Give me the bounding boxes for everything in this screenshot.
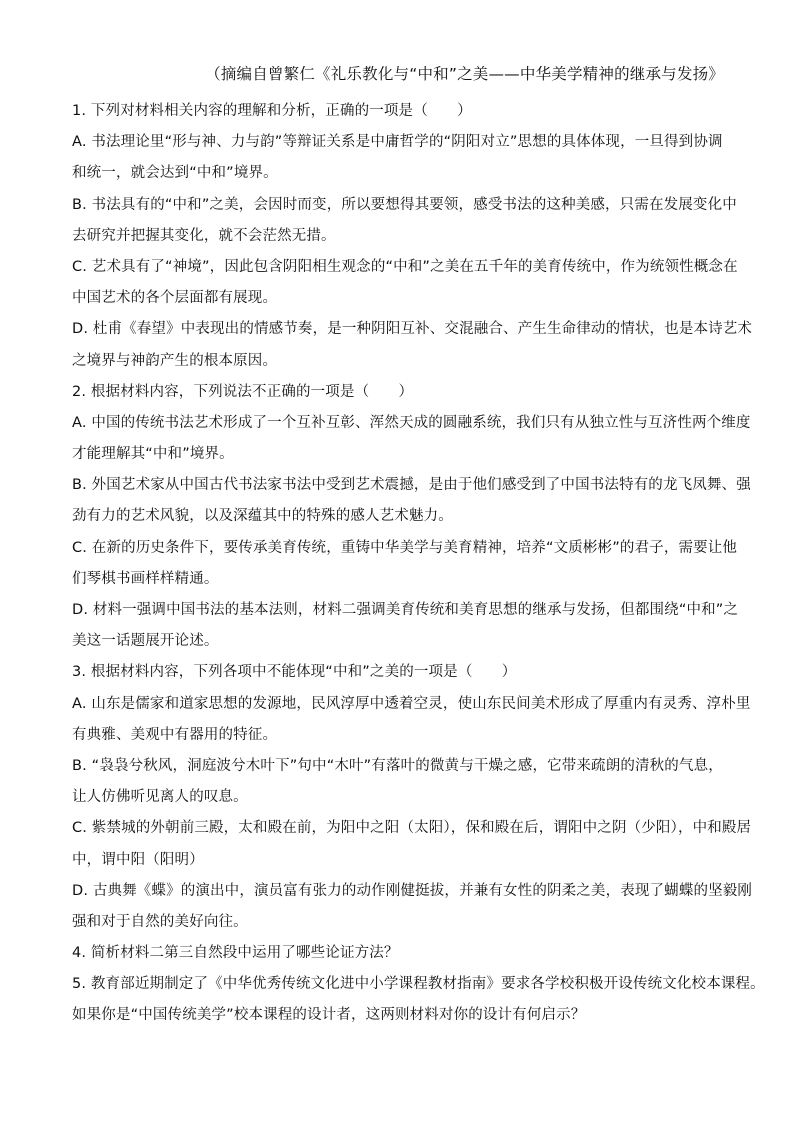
question-3-option-b-cont: 让人仿佛听见离人的叹息。: [72, 789, 248, 806]
question-5-stem: 5. 教育部近期制定了《中华优秀传统文化进中小学课程教材指南》要求各学校积极开设传统文化校本课程。: [72, 976, 765, 993]
question-4-stem: 4. 简析材料二第三自然段中运用了哪些论证方法？: [72, 945, 399, 962]
question-2-option-a-cont: 才能理解其“中和”境界。: [72, 446, 234, 463]
question-1-option-b: B. 书法具有的“中和”之美，会因时而变，所以要想得其要领，感受书法的这种美感，只需在发展变化中: [72, 196, 737, 213]
question-2-option-c-cont: 们琴棋书画样样精通。: [72, 570, 219, 587]
question-1-stem: 1. 下列对材料相关内容的理解和分析，正确的一项是（ ）: [72, 103, 472, 119]
question-2-stem: 2. 根据材料内容，下列说法不正确的一项是（ ）: [72, 383, 414, 400]
question-3-option-c-cont: 中，谓中阳（阳明）: [72, 851, 204, 868]
question-1-option-a: A. 书法理论里“形与神、力与韵”等辩证关系是中庸哲学的“阴阳对立”思想的具体体现，一旦得到协调: [72, 134, 723, 151]
question-3-option-c: C. 紫禁城的外朝前三殿，太和殿在前，为阳中之阳（太阳），保和殿在后，谓阳中之阴（少阳），中和殿居: [72, 820, 752, 837]
question-2-option-b-cont: 劲有力的艺术风貌，以及深蕴其中的特殊的感人艺术魅力。: [72, 508, 453, 525]
question-2-option-d-cont: 美这一话题展开论述。: [72, 633, 219, 650]
question-2-option-a: A. 中国的传统书法艺术形成了一个互补互彰、浑然天成的圆融系统，我们只有从独立性与互济性两个维度: [72, 414, 751, 431]
question-1-option-b-cont: 去研究并把握其变化，就不会茫然无措。: [72, 227, 336, 244]
question-1-option-a-cont: 和统一，就会达到“中和”境界。: [72, 165, 278, 182]
question-3-option-d-cont: 强和对于自然的美好向往。: [72, 913, 248, 930]
source-citation: （摘编自曾繁仁《礼乐教化与“中和”之美——中华美学精神的继承与发扬》: [205, 65, 724, 83]
question-1-option-c: C. 艺术具有了“神境”，因此包含阴阳相生观念的“中和”之美在五千年的美育传统中，作为统领性概念在: [72, 258, 738, 275]
question-2-option-b: B. 外国艺术家从中国古代书法家书法中受到艺术震撼，是由于他们感受到了中国书法特有的龙飞凤舞、强: [72, 477, 751, 494]
question-1-option-d: D. 杜甫《春望》中表现出的情感节奏，是一种阴阳互补、交混融合、产生生命律动的情状，也是本诗艺术: [72, 321, 753, 338]
question-2-option-d: D. 材料一强调中国书法的基本法则，材料二强调美育传统和美育思想的继承与发扬，但都围绕“中和”之: [72, 602, 739, 618]
question-3-stem: 3. 根据材料内容，下列各项中不能体现“中和”之美的一项是（ ）: [72, 664, 517, 681]
question-3-option-a: A. 山东是儒家和道家思想的发源地，民风淳厚中透着空灵，使山东民间美术形成了厚重内有灵秀、淳朴里: [72, 695, 751, 712]
question-5-stem-cont: 如果你是“中国传统美学”校本课程的设计者，这两则材料对你的设计有何启示？: [72, 1007, 586, 1024]
question-1-option-d-cont: 之境界与神韵产生的根本原因。: [72, 352, 278, 369]
question-3-option-a-cont: 有典雅、美观中有器用的特征。: [72, 726, 278, 743]
question-list: [72, 96, 765, 1032]
question-2-option-c: C. 在新的历史条件下，要传承美育传统，重铸中华美学与美育精神，培养“文质彬彬”的君子，需要让他: [72, 539, 738, 556]
question-3-option-d: D. 古典舞《蝶》的演出中，演员富有张力的动作刚健挺拔，并兼有女性的阴柔之美，表现了蝴蝶的坚毅刚: [72, 882, 753, 899]
question-1-option-c-cont: 中国艺术的各个层面都有展现。: [72, 290, 278, 307]
question-3-option-b: B. “袅袅兮秋风，洞庭波兮木叶下”句中“木叶”有落叶的微黄与干燥之感，它带来疏朗的清秋的气息，: [72, 757, 723, 774]
